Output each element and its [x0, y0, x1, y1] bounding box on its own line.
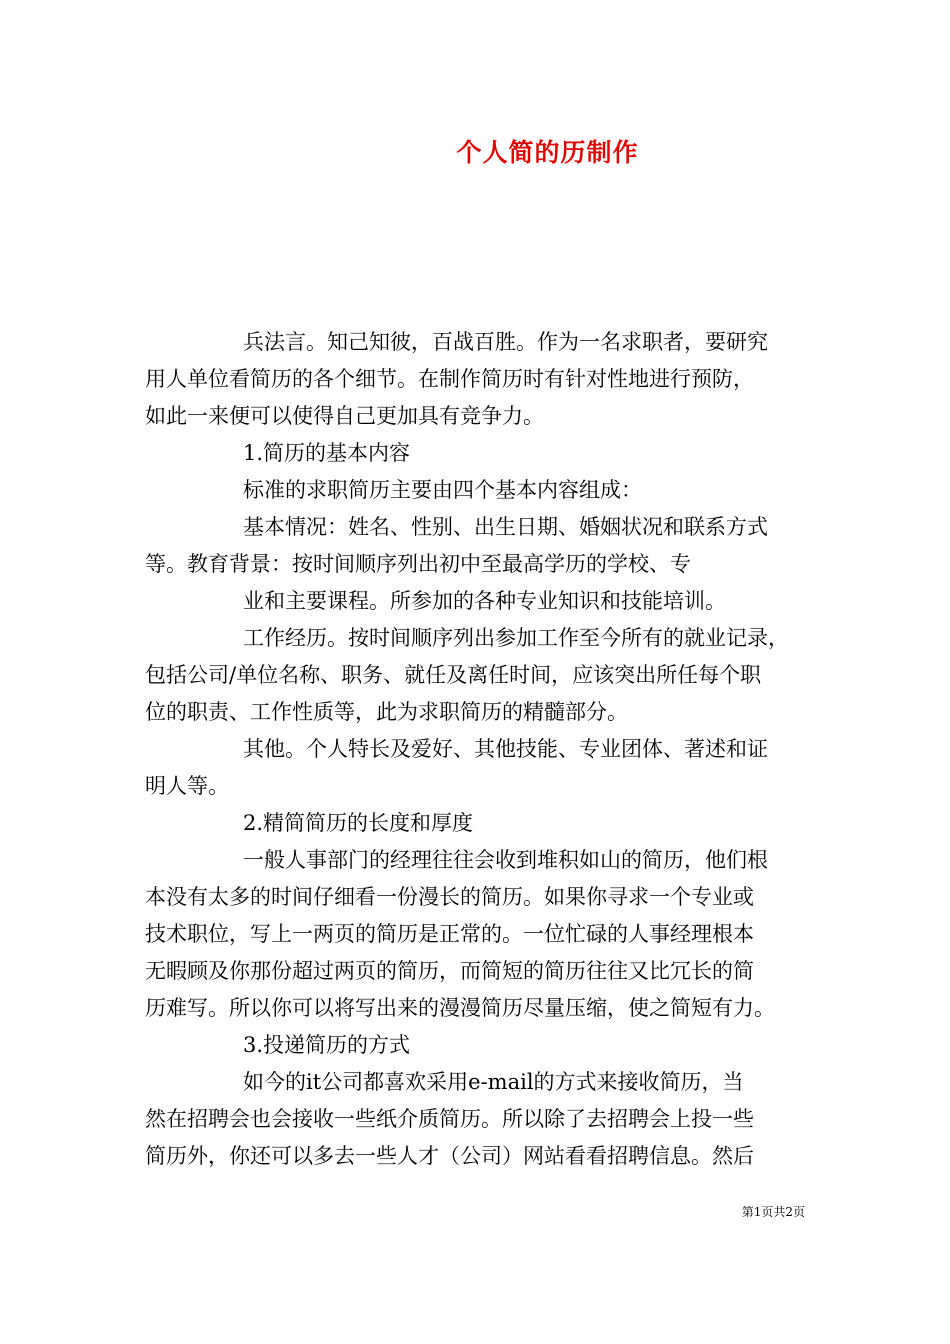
body-line: 然在招聘会也会接收一些纸介质简历。所以除了去招聘会上投一些 [145, 1107, 754, 1131]
body-line: 简历外，你还可以多去一些人才（公司）网站看看招聘信息。然后 [145, 1144, 754, 1168]
body-line: 明人等。 [145, 774, 229, 798]
body-line: 等。教育背景：按时间顺序列出初中至最高学历的学校、专 [145, 552, 691, 576]
body-line: 包括公司/单位名称、职务、就任及离任时间，应该突出所任每个职 [145, 663, 762, 687]
body-line: 标准的求职简历主要由四个基本内容组成： [243, 478, 642, 502]
page-number-footer: 第1页共2页 [741, 1205, 805, 1219]
body-line: 兵法言。知己知彼，百战百胜。作为一名求职者，要研究 [243, 330, 768, 354]
body-line: 如此一来便可以使得自己更加具有竞争力。 [145, 404, 544, 428]
body-line: 如今的it公司都喜欢采用e-mail的方式来接收简历，当 [243, 1070, 744, 1094]
section-heading: 3.投递简历的方式 [243, 1033, 411, 1057]
body-line: 其他。个人特长及爱好、其他技能、专业团体、著述和证 [243, 737, 768, 761]
document-body [145, 324, 817, 1175]
body-line: 工作经历。按时间顺序列出参加工作至今所有的就业记录， [243, 626, 789, 650]
body-line: 业和主要课程。所参加的各种专业知识和技能培训。 [243, 589, 726, 613]
document-title: 个人简的历制作 [456, 138, 639, 167]
body-line: 用人单位看简历的各个细节。在制作简历时有针对性地进行预防， [145, 367, 754, 391]
body-line: 无暇顾及你那份超过两页的简历，而简短的简历往往又比冗长的简 [145, 959, 754, 983]
section-heading: 1.简历的基本内容 [243, 441, 411, 465]
section-heading: 2.精简简历的长度和厚度 [243, 811, 474, 835]
body-line: 历难写。所以你可以将写出来的漫漫简历尽量压缩，使之简短有力。 [145, 996, 775, 1020]
body-line: 本没有太多的时间仔细看一份漫长的简历。如果你寻求一个专业或 [145, 885, 754, 909]
body-line: 技术职位，写上一两页的简历是正常的。一位忙碌的人事经理根本 [145, 922, 754, 946]
body-line: 位的职责、工作性质等，此为求职简历的精髓部分。 [145, 700, 628, 724]
body-line: 一般人事部门的经理往往会收到堆积如山的简历，他们根 [243, 848, 768, 872]
body-line: 基本情况：姓名、性别、出生日期、婚姻状况和联系方式 [243, 515, 768, 539]
